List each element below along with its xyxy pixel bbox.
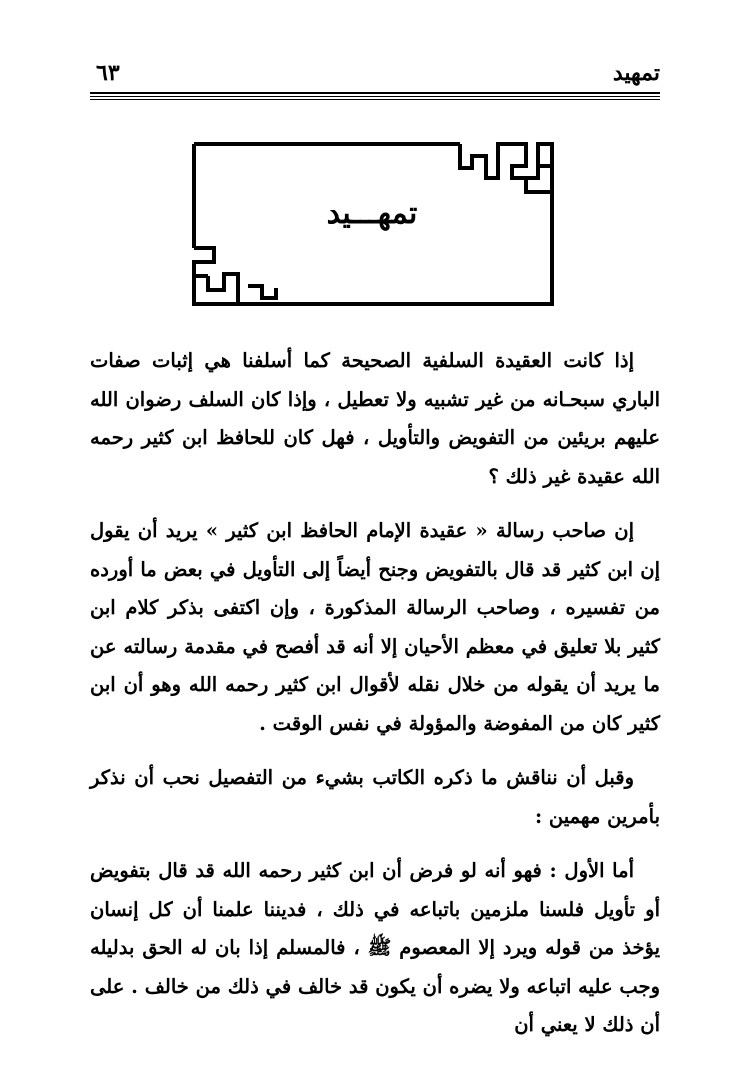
header-rule [90, 92, 660, 94]
body-text [90, 342, 660, 1061]
paragraph: إذا كانت العقيدة السلفية الصحيحة كما أسلفنا هي إثبات صفات الباري سبحـانه من غير تشبيه ولا تعطيل ، وإذا كان السلف رضوان الله عليهم بريئين من التفويض والتأويل ، فهل كان للحافظ ابن كثير رحمه الله عقيدة غير ذلك ؟ [90, 349, 660, 488]
paragraph: وقبل أن نناقش ما ذكره الكاتب بشيء من التفصيل نحب أن نذكر بأمرين مهمين : [90, 766, 660, 828]
paragraph: أما الأول : فهو أنه لو فرض أن ابن كثير رحمه الله قد قال بتفويض أو تأويل فلسنا ملزمين باتباعه في ذلك ، فديننا علمنا أن كل إنسان يؤخذ من قوله ويرد إلا المعصوم ﷺ ، فالمسلم إذا بان له الحق بدليله وجب عليه اتباعه ولا يضره أن يكون قد خالف في ذلك من خالف . على أن ذلك لا يعني أن [90, 859, 660, 1036]
page-header [90, 60, 660, 90]
page-number: ٦٣ [96, 60, 120, 86]
header-rule [90, 99, 660, 100]
running-title: تمهيد [612, 60, 660, 86]
paragraph: إن صاحب رسالة « عقيدة الإمام الحافظ ابن كثير » يريد أن يقول إن ابن كثير قد قال بالتفويض وجنح أيضاً إلى التأويل في بعض ما أورده من تفسيره ، وصاحب الرسالة المذكورة ، وإن اكتفى بذكر كلام ابن كثير بلا تعليق في معظم الأحيان إلا أنه قد أفصح في مقدمة رسالته عن ما يريد أن يقوله من خلال نقله لأقوال ابن كثير رحمه الله وهو أن ابن كثير كان من المفوضة والمؤولة في نفس الوقت . [90, 519, 660, 735]
header-rule [90, 96, 660, 97]
ornament-title: تمهـــيد [326, 196, 418, 231]
